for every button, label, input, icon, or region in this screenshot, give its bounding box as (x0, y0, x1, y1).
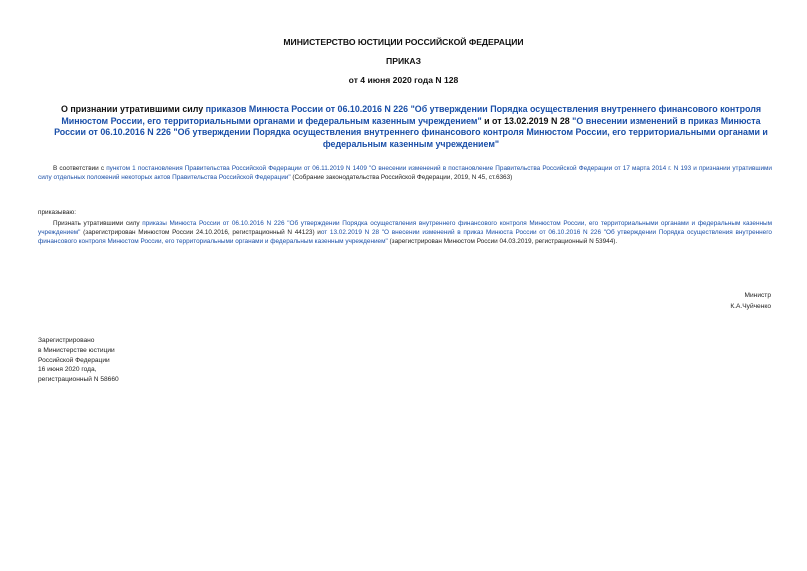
registration-line: 16 июня 2020 года, (38, 366, 97, 374)
document-type-heading: ПРИКАЗ (386, 56, 421, 66)
registration-line: Российской Федерации (38, 356, 110, 364)
signature-position: Министр (744, 292, 771, 299)
title-prefix: О признании утратившими силу (60, 104, 206, 114)
preamble-paragraph (38, 164, 772, 182)
registration-line: Зарегистрировано (38, 337, 95, 344)
preamble-link-clause[interactable]: пунктом 1 (106, 165, 136, 172)
title-link-order-226[interactable]: приказов Минюста России от 06.10.2016 N 226 "Об утверждении Порядка осуществления внутреннего финансового контроля Минюстом России, его территориальными органами и федеральным казенным учреждением" (61, 104, 762, 126)
registration-line: регистрационный N 58660 (38, 376, 119, 384)
order-word: приказываю: (38, 209, 76, 216)
clause-suffix: (зарегистрирован Минюстом России 04.03.2019, регистрационный N 53944). (387, 238, 618, 246)
document-title (48, 104, 774, 150)
clause-link-order-226[interactable]: приказы Минюста России от 06.10.2016 N 226 "Об утверждении Порядка осуществления внутреннего финансового контроля Минюстом России, его территориальными органами и федеральным казенным учреждением" (38, 220, 772, 237)
clause-middle: (зарегистрирован Минюстом России 24.10.2016, регистрационный N 44123) и (80, 229, 321, 237)
clause-prefix: Признать утратившими силу (53, 220, 143, 227)
ministry-heading: МИНИСТЕРСТВО ЮСТИЦИИ РОССИЙСКОЙ ФЕДЕРАЦИИ (283, 37, 524, 47)
preamble-suffix: (Собрание законодательства Российской Федерации, 2019, N 45, ст.6363) (290, 174, 513, 182)
registration-line: в Министерстве юстиции (38, 346, 115, 354)
clause-link-order-28[interactable]: от 13.02.2019 N 28 "О внесении изменений в приказ Минюста России от 06.10.2016 N 226 "Об утверждении Порядка осуществления внутреннего финансового контроля Минюстом России, его территориальными органами и федеральным казенным учреждением" (38, 229, 772, 246)
title-link-order-28[interactable]: "О внесении изменений в приказ Минюста России от 06.10.2016 N 226 "Об утверждении Порядка осуществления внутреннего финансового контроля Минюстом России, его территориальными органами и федеральным казенным учреждением" (54, 115, 768, 149)
title-middle: и от 13.02.2019 N 28 (481, 115, 573, 126)
preamble-link-resolution[interactable]: постановления Правительства Российской Федерации от 06.11.2019 N 1409 "О внесении изменений в постановление Правительства Российской Федерации от 17 марта 2014 г. N 193 и признании утратившими силу отдельных положений некоторых актов Правительства Российской Федерации" (38, 165, 773, 182)
clause-paragraph (38, 219, 772, 247)
registration-block (38, 336, 119, 385)
signature-name: К.А.Чуйченко (730, 302, 771, 310)
signature-block (730, 291, 771, 312)
preamble-prefix: В соответствии с (53, 165, 107, 172)
date-number-heading: от 4 июня 2020 года N 128 (348, 75, 459, 85)
